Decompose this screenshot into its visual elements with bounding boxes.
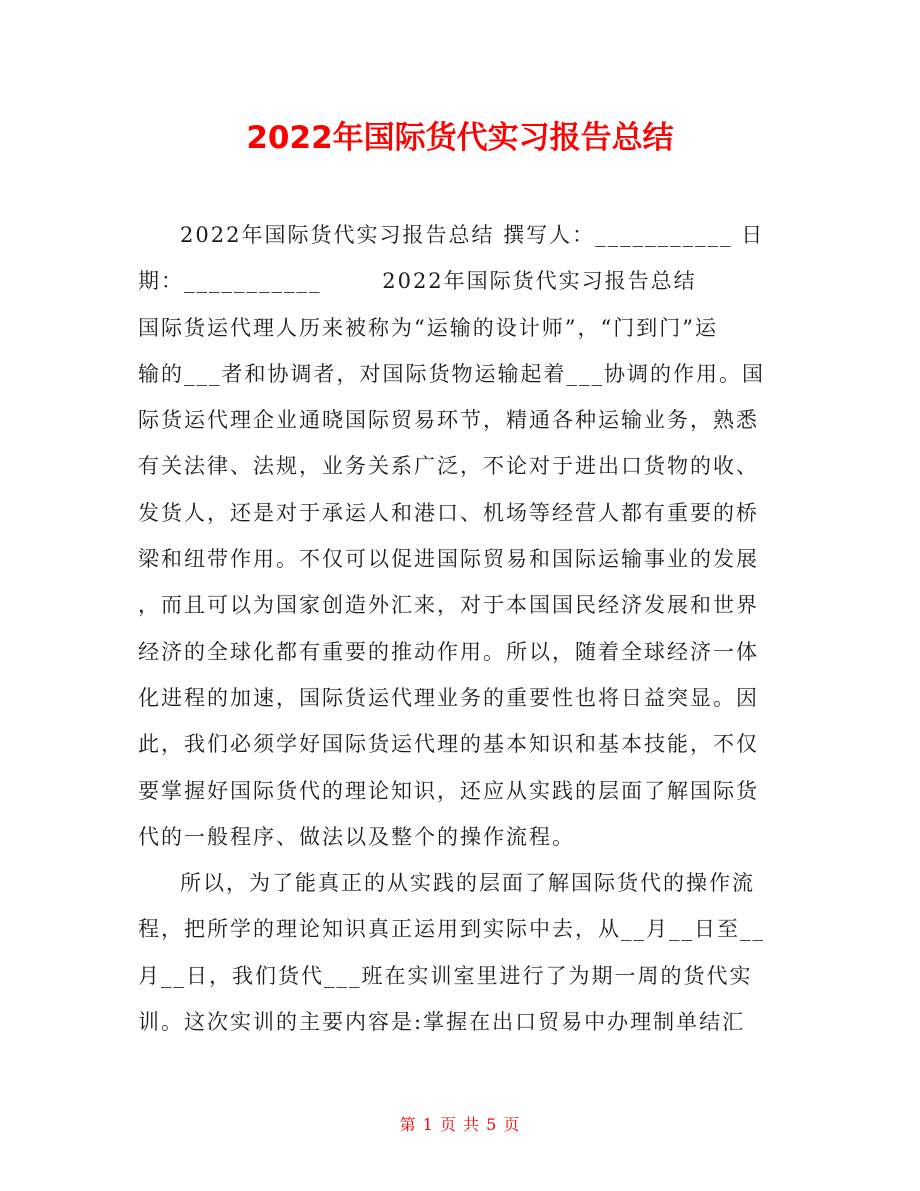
- text-line-7: 发货人，还是对于承运人和港口、机场等经营人都有重要的桥: [138, 500, 759, 525]
- text-line-2: 期：___________ 2022年国际货代实习报告总结: [138, 269, 697, 294]
- text-line-12: 此，我们必须学好国际货运代理的基本知识和基本技能，不仅: [138, 732, 759, 757]
- text-line-13: 要掌握好国际货代的理论知识，还应从实践的层面了解国际货: [138, 778, 759, 803]
- text-line-15: 所以，为了能真正的从实践的层面了解国际货代的操作流: [180, 871, 755, 896]
- document-body: [138, 212, 786, 1045]
- text-line-3: 国际货运代理人历来被称为“运输的设计师”，“门到门”运: [138, 315, 718, 340]
- text-line-4: 输的___者和协调者，对国际货物运输起着___协调的作用。国: [138, 361, 765, 386]
- text-line-1: 2022年国际货代实习报告总结 撰写人：___________ 日: [180, 223, 765, 247]
- page-title: 2022年国际货代实习报告总结: [246, 120, 674, 156]
- text-line-17: 月__日，我们货代___班在实训室里进行了为期一周的货代实: [138, 963, 753, 988]
- text-line-10: 经济的全球化都有重要的推动作用。所以，随着全球经济一体: [138, 639, 759, 664]
- text-line-6: 有关法律、法规，业务关系广泛，不论对于进出口货物的收、: [138, 454, 759, 479]
- text-line-5: 际货运代理企业通晓国际贸易环节，精通各种运输业务，熟悉: [138, 408, 759, 433]
- page-footer: [0, 1112, 920, 1138]
- text-line-11: 化进程的加速，国际货运代理业务的重要性也将日益突显。因: [138, 685, 759, 710]
- page-number-label: 第 1 页 共 5 页: [399, 1115, 521, 1134]
- text-line-8: 梁和纽带作用。不仅可以促进国际贸易和国际运输事业的发展: [138, 547, 759, 572]
- text-line-14: 代的一般程序、做法以及整个的操作流程。: [138, 824, 575, 849]
- text-line-16: 程，把所学的理论知识真正运用到实际中去，从__月__日至__: [138, 917, 765, 942]
- text-line-9: ，而且可以为国家创造外汇来，对于本国国民经济发展和世界: [138, 593, 759, 618]
- text-line-18: 训。这次实训的主要内容是:掌握在出口贸易中办理制单结汇: [138, 1010, 746, 1035]
